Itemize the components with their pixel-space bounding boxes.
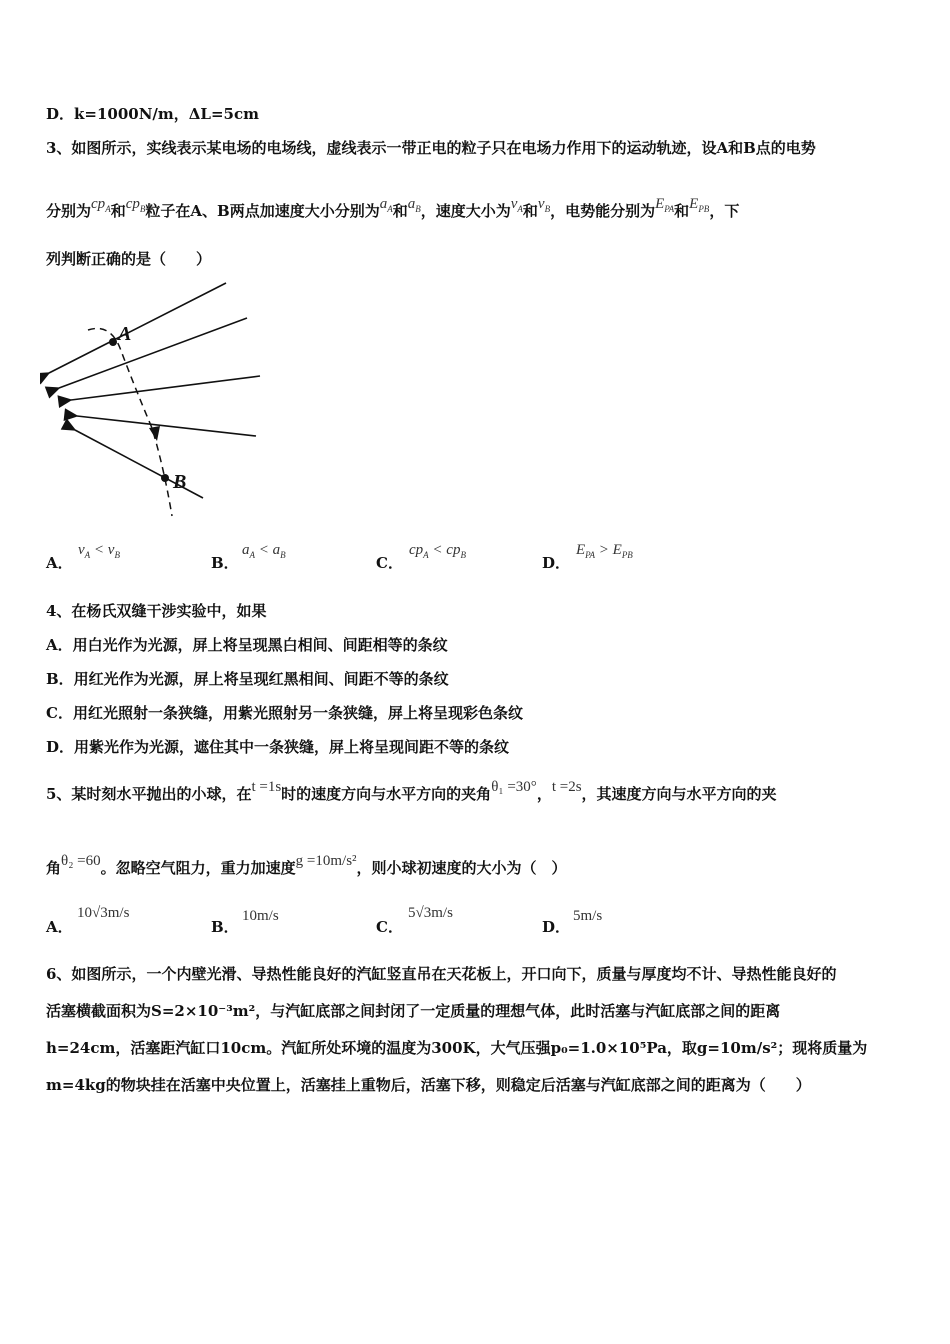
text: ，电势能分别为 [550,202,656,220]
q5-stem-line1: 5、某时刻水平抛出的小球，在t =1s时的速度方向与水平方向的夹角θ₁ =30°，t =2s，其速度方向与水平方向的夹 [46,779,777,803]
velocity-b-symbol: $v_B$ [537,196,551,214]
q5-option-d-expr: 5m/s [573,908,603,924]
text: ，速度大小为 [420,202,511,220]
q5-option-a-label: A． [46,918,73,936]
phi-b-symbol: $cp_B$ [125,196,146,214]
text: 粒子在A、B两点加速度大小分别为 [145,202,380,220]
t1-expr: t =1s [251,779,282,795]
label-b: B [173,471,187,493]
q3-stem-line3: 列判断正确的是（ ） [46,250,212,268]
accel-a-symbol: $a_A$ [379,196,393,214]
q3-stem-line1: 3、如图所示，实线表示某电场的电场线，虚线表示一带正电的粒子只在电场力作用下的运动轨迹，设A和B点的电势 [46,139,816,157]
energy-a-symbol: $E_{PA}$ [655,196,675,214]
q5-option-a-expr: 10√3m/s [77,905,130,921]
q5-option-c-expr: 5√3m/s [408,905,453,921]
q3-option-b-label: B． [211,554,239,572]
text: 和 [522,202,538,220]
t2-expr: t =2s [551,779,582,795]
field-line-4 [77,416,256,436]
q5-stem-line2: 角θ₂ =60。忽略空气阻力，重力加速度g =10m/s²，则小球初速度的大小为（ ） [46,853,567,877]
q3-option-d-label: D． [542,554,571,572]
q4-option-d: D．用紫光作为光源，遮住其中一条狭缝，屏上将呈现间距不等的条纹 [46,738,510,756]
text: 分别为 [46,202,92,220]
electric-field-figure [40,278,270,528]
theta2-expr: θ₂ =60 [61,853,101,869]
field-line-3 [71,376,260,400]
q4-option-b: B．用红光作为光源，屏上将呈现红黑相间、间距不等的条纹 [46,670,449,688]
text: 和 [674,202,690,220]
q3-option-d-expr: $E_{PA} > E_{PB}$ [576,542,633,560]
phi-a-symbol: $cp_A$ [91,196,111,214]
velocity-a-symbol: $v_A$ [510,196,523,214]
q3-option-a-label: A． [46,554,73,572]
q4-stem: 4、在杨氏双缝干涉实验中，如果 [46,602,267,620]
text: 和 [110,202,126,220]
q5-option-b-label: B． [211,918,239,936]
text: 和 [392,202,408,220]
q2-option-d: D．k=1000N/m，ΔL=5cm [46,105,259,123]
label-a: A [118,323,132,345]
text: ，下 [709,202,740,220]
q4-option-c: C．用红光照射一条狭缝，用紫光照射另一条狭缝，屏上将呈现彩色条纹 [46,704,523,722]
accel-b-symbol: $a_B$ [407,196,421,214]
energy-b-symbol: $E_{PB}$ [689,196,710,214]
q5-option-b-expr: 10m/s [242,908,279,924]
q3-option-c-label: C． [376,554,403,572]
q3-option-a-expr: $v_A < v_B$ [78,542,120,560]
q3-option-c-expr: $cp_A < cp_B$ [409,542,466,560]
q5-option-d-label: D． [542,918,571,936]
gravity-expr: g =10m/s² [295,853,357,869]
q3-stem-line2 [46,196,740,222]
q6-stem-line3: h=24cm，活塞距汽缸口10cm。汽缸所处环境的温度为300K，大气压强p₀=1.0×10⁵Pa，取g=10m/s²；现将质量为 [46,1039,868,1057]
q6-stem-line2: 活塞横截面积为S=2×10⁻³m²，与汽缸底部之间封闭了一定质量的理想气体，此时活塞与汽缸底部之间的距离 [46,1002,781,1020]
q4-option-a: A．用白光作为光源，屏上将呈现黑白相间、间距相等的条纹 [46,636,448,654]
q6-stem-line4: m=4kg的物块挂在活塞中央位置上，活塞挂上重物后，活塞下移，则稳定后活塞与汽缸底部之间的距离为（ ） [46,1076,811,1094]
q5-option-c-label: C． [376,918,403,936]
q3-option-b-expr: $a_A < a_B$ [242,542,286,560]
q6-stem-line1: 6、如图所示，一个内壁光滑、导热性能良好的汽缸竖直吊在天花板上，开口向下，质量与厚度均不计、导热性能良好的 [46,965,837,983]
point-b [161,474,169,482]
point-a [109,338,117,346]
theta1-expr: θ₁ =30° [491,779,537,795]
